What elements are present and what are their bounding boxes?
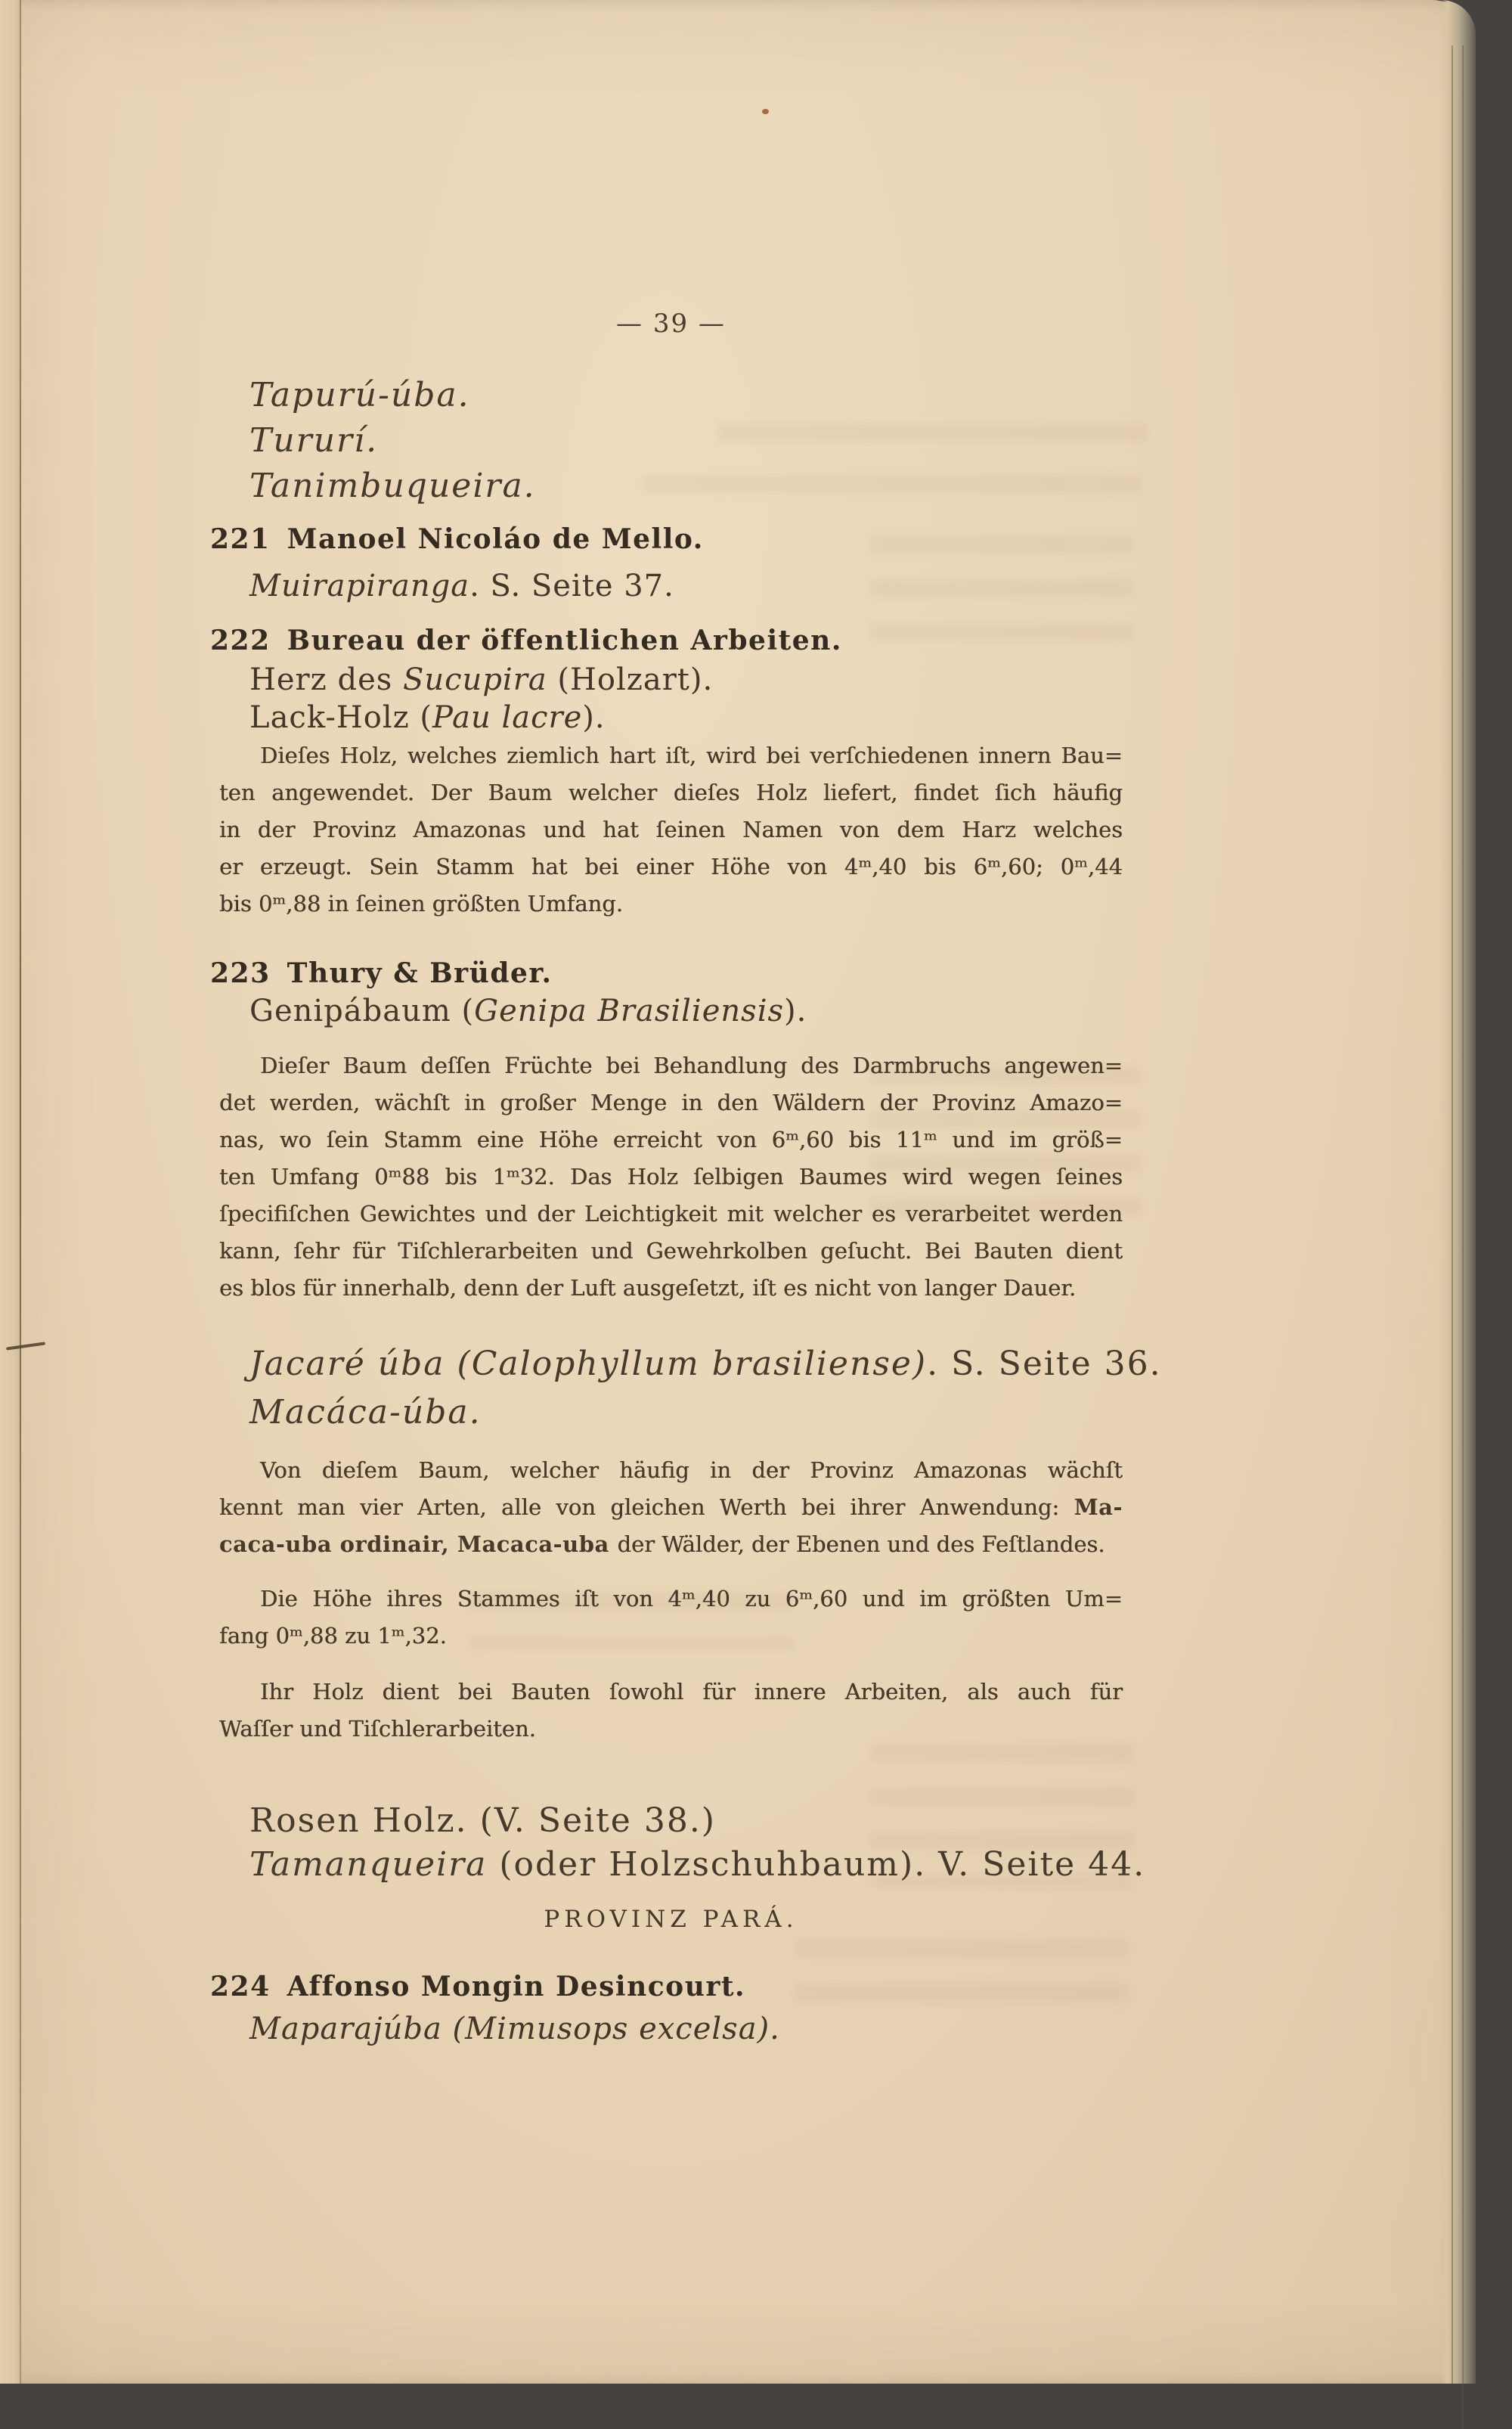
product-name-italic: Sucupira: [402, 662, 547, 697]
entry-224-heading: [210, 1971, 745, 2002]
description-paragraph-5: [219, 1674, 1123, 1748]
entry-223-product: [249, 994, 807, 1028]
fraktur-line: er erzeugt. Sein Stamm hat bei einer Höhe von 4ᵐ,40 bis 6ᵐ,60; 0ᵐ,44: [219, 854, 1123, 879]
page-number: — 39 —: [616, 309, 726, 339]
fraktur-line: det werden, wächſt in großer Menge in den Wäldern der Provinz Amazo=: [219, 1090, 1123, 1115]
entry-number: 222: [210, 625, 271, 656]
fraktur-line: bis 0ᵐ,88 in ſeinen größten Umfang.: [219, 891, 623, 917]
entry-number: 223: [210, 957, 271, 989]
page-reference: . S. Seite 36.: [927, 1345, 1162, 1383]
page-edge-line: [1452, 45, 1453, 2384]
wood-name-tururi: Tururí.: [249, 421, 379, 460]
fraktur-line: in der Provinz Amazonas und hat ſeinen Namen von dem Harz welches: [219, 817, 1123, 842]
fraktur-line: [219, 1526, 1123, 1563]
product-name-italic: Muirapiranga: [249, 569, 470, 603]
product-name-italic: Genipa Brasiliensis: [474, 994, 785, 1028]
jacare-reference: [249, 1345, 1162, 1383]
product-text: ).: [784, 994, 807, 1028]
product-text: Lack-Holz (: [249, 700, 433, 735]
product-name-italic: Maparajúba (Mimusops excelsa).: [249, 2012, 780, 2046]
fraktur-line: ſpecifiſchen Gewichtes und der Leichtigkeit mit welcher es verarbeitet werden: [219, 1201, 1123, 1227]
entry-222-product-1: [249, 662, 713, 697]
product-text: Herz des: [249, 662, 403, 697]
binding-crease: [20, 0, 21, 2384]
product-text: ).: [582, 700, 606, 735]
fraktur-line: Von dieſem Baum, welcher häufig in der Provinz Amazonas wächſt: [260, 1457, 1123, 1483]
entry-222-heading: [210, 625, 842, 656]
fraktur-text: der Wälder, der Ebenen und des Feſtlandes.: [617, 1531, 1105, 1557]
page-stack-edge: [1441, 0, 1476, 2384]
rosen-holz-reference: Rosen Holz. (V. Seite 38.): [249, 1801, 716, 1840]
text-column: [210, 0, 1162, 2384]
page-reference: (oder Holzschuhbaum). V. Seite 44.: [487, 1845, 1146, 1884]
description-paragraph-1: [219, 737, 1123, 923]
fraktur-line: es blos für innerhalb, denn der Luft ausgeſetzt, iſt es nicht von langer Dauer.: [219, 1275, 1077, 1301]
section-heading-provinz-para: PROVINZ PARÁ.: [544, 1906, 798, 1933]
exhibitor-name: Thury & Brüder.: [287, 957, 553, 989]
fraktur-line: Ihr Holz dient bei Bauten ſowohl für innere Arbeiten, als auch für: [260, 1679, 1123, 1705]
under-page-edge: [0, 0, 20, 2384]
exhibitor-name: Affonso Mongin Desincourt.: [287, 1971, 745, 2002]
fraktur-line: nas, wo ſein Stamm eine Höhe erreicht von 6ᵐ,60 bis 11ᵐ und im größ=: [219, 1127, 1123, 1152]
entry-222-product-2: [249, 700, 606, 735]
product-reference: . S. Seite 37.: [469, 569, 674, 603]
wood-name-italic: Tamanqueira: [249, 1845, 488, 1884]
antiqua-text: Ma-: [1074, 1494, 1123, 1520]
wood-name-macaca: Macáca-úba.: [249, 1393, 482, 1432]
product-text: (Holzart).: [547, 662, 714, 697]
fraktur-line: Waſſer und Tiſchlerarbeiten.: [219, 1716, 536, 1742]
entry-224-product: [249, 2012, 780, 2046]
fraktur-line: ten angewendet. Der Baum welcher dieſes Holz liefert, findet ſich häufig: [219, 780, 1123, 805]
description-paragraph-4: [219, 1581, 1123, 1655]
page-edge-line: [1462, 45, 1464, 2429]
fraktur-line: kann, ſehr für Tiſchlerarbeiten und Gewehrkolben geſucht. Bei Bauten dient: [219, 1238, 1123, 1264]
description-paragraph-3: [219, 1452, 1123, 1563]
entry-221-heading: [210, 523, 704, 555]
fraktur-line: fang 0ᵐ,88 zu 1ᵐ,32.: [219, 1623, 447, 1649]
exhibitor-name: Manoel Nicoláo de Mello.: [287, 523, 704, 555]
description-paragraph-2: [219, 1047, 1123, 1307]
exhibitor-name: Bureau der öffentlichen Arbeiten.: [287, 625, 842, 656]
wood-name-tapuru: Tapurú-úba.: [249, 376, 470, 414]
fraktur-line: [219, 1489, 1123, 1526]
fraktur-text: kennt man vier Arten, alle von gleichen Werth bei ihrer Anwendung:: [219, 1494, 1074, 1520]
tamanqueira-reference: [249, 1845, 1145, 1884]
antiqua-text: caca-uba ordinair, Macaca-uba: [219, 1531, 618, 1557]
entry-number: 221: [210, 523, 271, 555]
product-name-italic: Pau lacre: [432, 700, 583, 735]
entry-number: 224: [210, 1971, 271, 2002]
fraktur-line: Dieſer Baum deſſen Früchte bei Behandlung des Darmbruchs angewen=: [260, 1053, 1123, 1078]
wood-name-italic: Jacaré úba (Calophyllum brasiliense): [249, 1345, 928, 1383]
entry-223-heading: [210, 957, 553, 989]
wood-name-tanimbuqueira: Tanimbuqueira.: [249, 467, 536, 505]
fraktur-line: Die Höhe ihres Stammes iſt von 4ᵐ,40 zu 6ᵐ,60 und im größten Um=: [260, 1586, 1123, 1612]
product-text: Genipábaum (: [249, 994, 475, 1028]
fraktur-line: Dieſes Holz, welches ziemlich hart iſt, wird bei verſchiedenen innern Bau=: [260, 743, 1123, 768]
fraktur-line: ten Umfang 0ᵐ88 bis 1ᵐ32. Das Holz ſelbigen Baumes wird wegen ſeines: [219, 1164, 1123, 1190]
entry-221-product: [249, 569, 674, 603]
